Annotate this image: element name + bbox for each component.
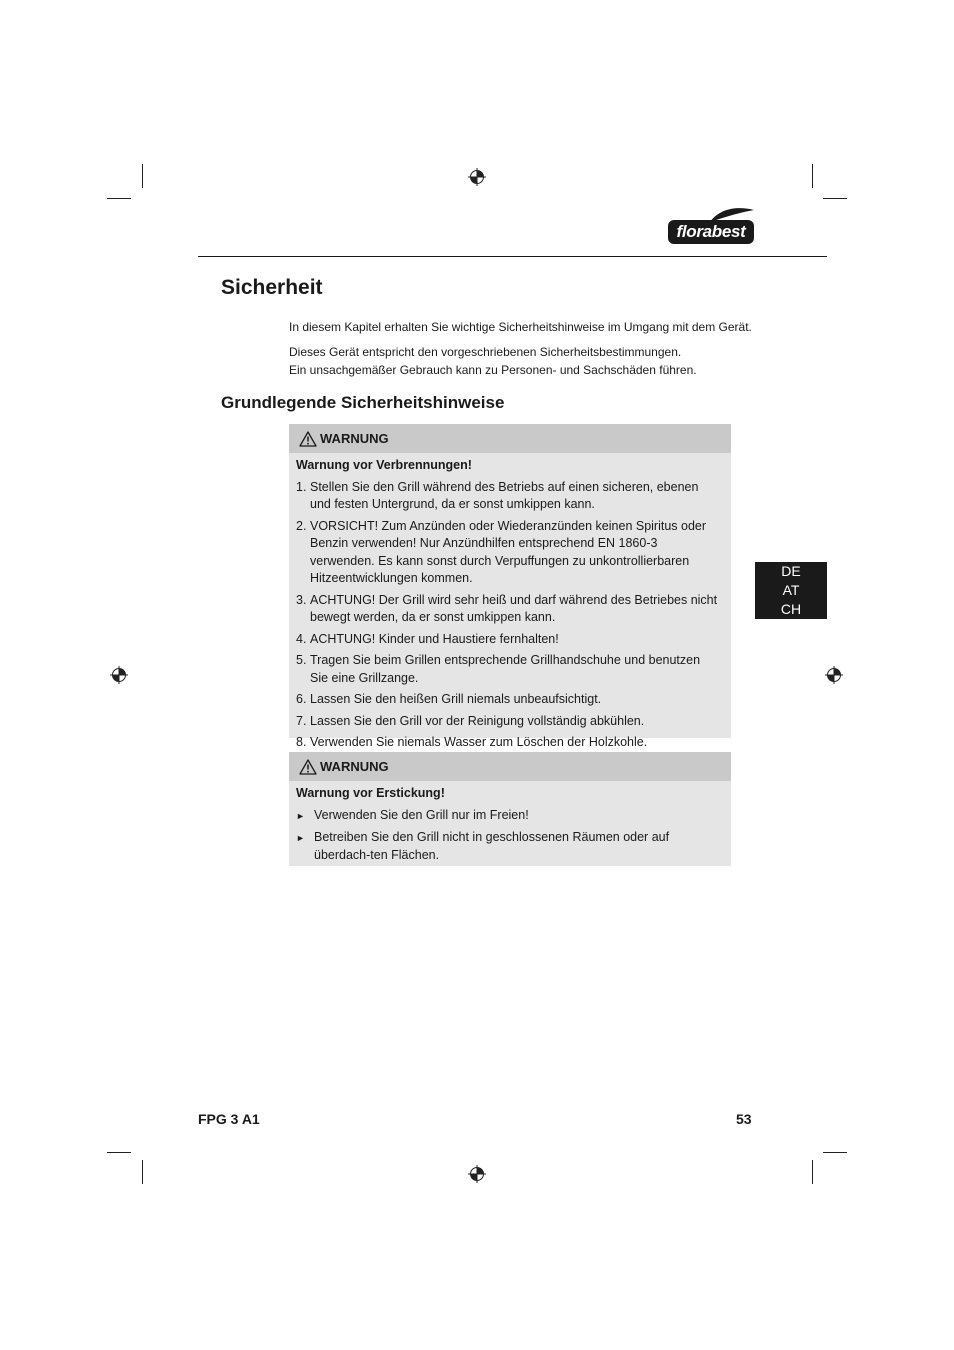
language-code: AT [782,582,800,598]
crop-mark [812,164,813,188]
language-code: DE [781,563,801,579]
warning-body [289,453,731,760]
registration-mark-icon [468,168,486,186]
list-number: 8. [296,735,307,749]
page-number: 53 [736,1111,752,1127]
warning-box-suffocation [289,752,731,866]
warning-label: WARNUNG [320,759,389,774]
crop-mark [107,198,131,199]
bullet-text: Betreiben Sie den Grill nicht in geschlossenen Räumen oder auf überdach-ten Flächen. [314,830,670,862]
list-item [296,631,721,649]
language-code: CH [780,601,802,617]
warning-box-burns [289,424,731,749]
list-item [296,518,721,588]
intro-paragraph-line: Ein unsachgemäßer Gebrauch kann zu Personen- und Sachschäden führen. [289,363,697,377]
section-heading: Grundlegende Sicherheitshinweise [221,393,505,412]
list-text: Stellen Sie den Grill während des Betriebs auf einen sicheren, ebenen und festen Untergrund, da er sonst umkippen kann. [310,479,699,511]
warning-label: WARNUNG [320,431,389,446]
header-rule [198,256,827,257]
list-item [296,592,721,627]
florabest-logo [668,206,756,246]
warning-triangle-icon [299,759,317,775]
list-number: 2. [296,518,307,533]
bullet-item [296,807,721,826]
crop-mark [142,164,143,188]
list-text: VORSICHT! Zum Anzünden oder Wiederanzünden keinen Spiritus oder Benzin verwenden! Nur Anzündhilfen entsprechend EN 1860-3 verwenden. Es kann sonst durch Verpuffungen zu unkontrollierbaren Hitzeentwicklungen kommen. [310,518,707,585]
intro-paragraph-line: Dieses Gerät entspricht den vorgeschriebenen Sicherheitsbestimmungen. [289,345,682,359]
bullet-item [296,829,721,864]
crop-mark [823,1152,847,1153]
warning-subtitle: Warnung vor Verbrennungen! [296,458,472,472]
language-tab [755,562,827,619]
list-text: Lassen Sie den Grill vor der Reinigung vollständig abkühlen. [310,713,645,728]
list-number: 6. [296,692,307,706]
bullet-arrow-icon: ► [296,810,305,821]
list-number: 3. [296,592,307,607]
list-number: 1. [296,479,307,494]
list-number: 7. [296,713,307,728]
warning-subtitle: Warnung vor Erstickung! [296,786,445,800]
warning-body [289,781,731,872]
list-item [296,652,721,687]
warning-triangle-icon [299,431,317,447]
list-number: 5. [296,653,307,667]
list-item [296,691,721,709]
crop-mark [812,1160,813,1184]
list-text: Tragen Sie beim Grillen entsprechende Grillhandschuhe und benutzen Sie eine Grillzange. [310,653,701,685]
list-text: Lassen Sie den heißen Grill niemals unbeaufsichtigt. [310,692,602,706]
intro-paragraph: In diesem Kapitel erhalten Sie wichtige Sicherheitshinweise im Umgang mit dem Gerät. [289,320,752,334]
crop-mark [142,1160,143,1184]
list-text: Verwenden Sie niemals Wasser zum Löschen der Holzkohle. [310,735,648,749]
bullet-text: Verwenden Sie den Grill nur im Freien! [314,807,529,822]
list-item [296,713,721,731]
registration-mark-icon [110,666,128,684]
registration-mark-icon [825,666,843,684]
list-text: ACHTUNG! Der Grill wird sehr heiß und darf während des Betriebes nicht bewegt werden, da er sonst umkippen kann. [310,592,718,624]
bullet-arrow-icon: ► [296,833,305,843]
warning-header [289,752,731,781]
crop-mark [107,1152,131,1153]
registration-mark-icon [468,1165,486,1183]
crop-mark [823,198,847,199]
list-text: ACHTUNG! Kinder und Haustiere fernhalten! [310,631,559,646]
page-title: Sicherheit [221,276,323,299]
warning-header [289,424,731,453]
list-item [296,479,721,514]
list-number: 4. [296,631,307,646]
logo-text: florabest [668,220,754,244]
footer-model: FPG 3 A1 [198,1111,260,1127]
list-item [296,734,721,752]
